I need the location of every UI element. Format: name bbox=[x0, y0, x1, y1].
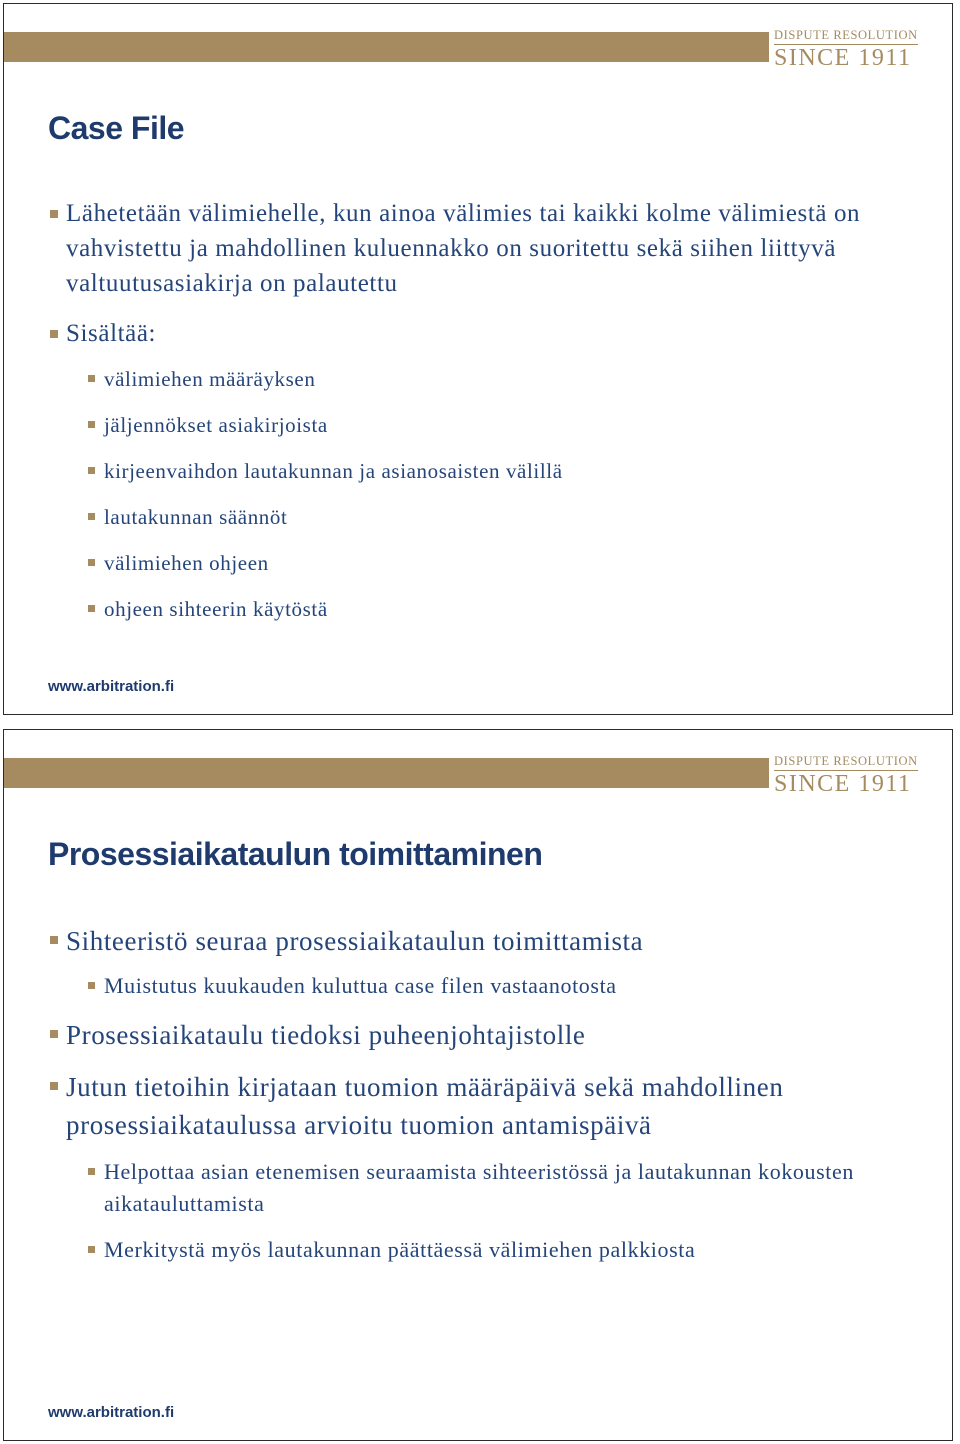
bullet-item: Lähetetään välimiehelle, kun ainoa välimies tai kaikki kolme välimiestä on vahvistettu ja mahdollinen kuluennakko on suoritettu sekä siihen liittyvä valtuutusasiakirja on palautettu bbox=[48, 196, 892, 301]
slide-title: Case File bbox=[48, 110, 185, 146]
slide-prosessiaikataulu bbox=[3, 729, 953, 1441]
header-band bbox=[4, 32, 769, 62]
bullet-item: Sisältää: bbox=[48, 316, 892, 351]
slide-title: Prosessiaikataulun toimittaminen bbox=[48, 836, 543, 872]
sub-bullet-item: välimiehen määräyksen bbox=[48, 363, 892, 395]
sub-bullet-item: ohjeen sihteerin käytöstä bbox=[48, 593, 892, 625]
sub-bullet-item: lautakunnan säännöt bbox=[48, 501, 892, 533]
header-band bbox=[4, 758, 769, 788]
sub-bullet-item: kirjeenvaihdon lautakunnan ja asianosaisten välillä bbox=[48, 455, 892, 487]
bullet-list bbox=[48, 922, 892, 1266]
footer-url: www.arbitration.fi bbox=[48, 678, 175, 695]
logo-top-text: DISPUTE RESOLUTION bbox=[774, 754, 918, 771]
logo-bottom-text: SINCE 1911 bbox=[774, 771, 912, 797]
bullet-item: Jutun tietoihin kirjataan tuomion määräpäivä sekä mahdollinen prosessiaikataulussa arvioitu tuomion antamispäivä bbox=[48, 1068, 892, 1144]
logo-top-text: DISPUTE RESOLUTION bbox=[774, 28, 918, 45]
sub-bullet-item: jäljennökset asiakirjoista bbox=[48, 409, 892, 441]
sub-bullet-item: Merkitystä myös lautakunnan päättäessä välimiehen palkkiosta bbox=[48, 1234, 892, 1266]
bullet-item: Prosessiaikataulu tiedoksi puheenjohtajistolle bbox=[48, 1016, 892, 1054]
logo-bottom-text: SINCE 1911 bbox=[774, 45, 912, 71]
bullet-item: Sihteeristö seuraa prosessiaikataulun toimittamista bbox=[48, 922, 892, 960]
logo bbox=[774, 752, 918, 797]
footer-url: www.arbitration.fi bbox=[48, 1404, 175, 1421]
slide-case-file bbox=[3, 3, 953, 715]
logo bbox=[774, 26, 918, 71]
sub-bullet-item: Muistutus kuukauden kuluttua case filen vastaanotosta bbox=[48, 970, 892, 1002]
bullet-list bbox=[48, 196, 892, 625]
sub-bullet-item: välimiehen ohjeen bbox=[48, 547, 892, 579]
sub-bullet-item: Helpottaa asian etenemisen seuraamista sihteeristössä ja lautakunnan kokousten aikatauluttamista bbox=[48, 1156, 892, 1220]
